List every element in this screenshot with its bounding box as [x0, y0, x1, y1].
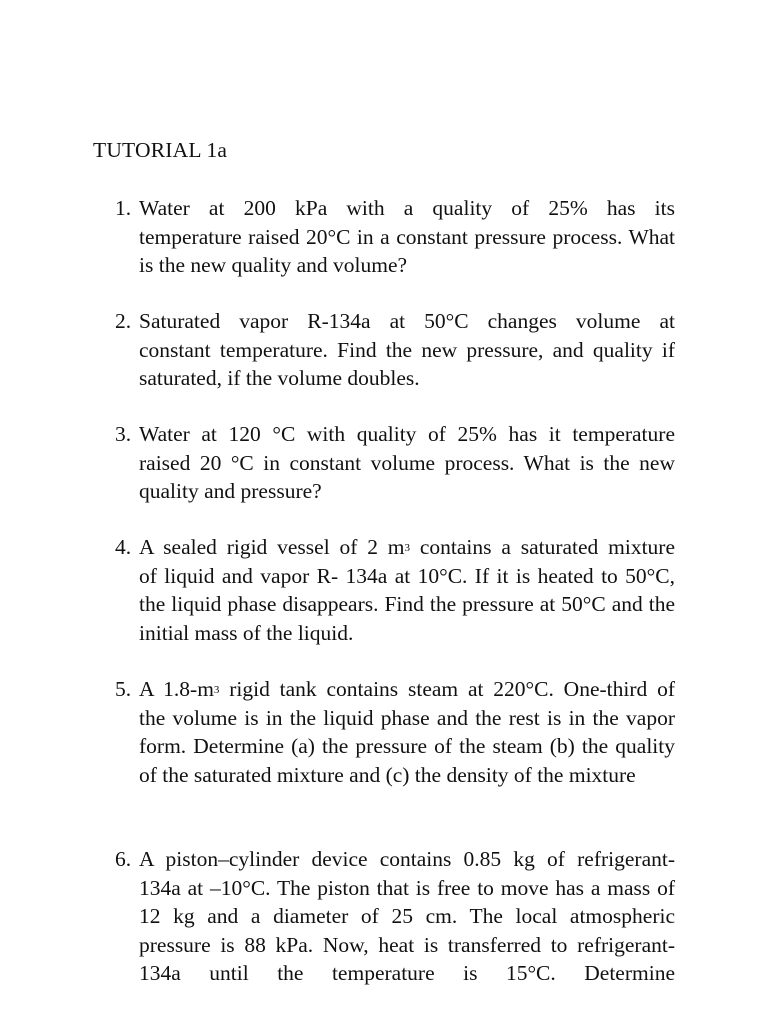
document-title: TUTORIAL 1a — [93, 138, 228, 162]
question-continuation: raised 20 °C in constant volume process. What is the new quality and pressure? — [139, 450, 675, 504]
question-continuation: temperature raised 20°C in a constant pressure process. What is the new quality and volume? — [139, 224, 675, 278]
question-first-line: Saturated vapor R-134a at 50°C changes volume at — [139, 309, 675, 333]
question-number: 3. — [115, 422, 132, 446]
question-text — [139, 420, 675, 506]
question-first-line — [139, 533, 675, 562]
question-first-line: Water at 200 kPa with a quality of 25% has its — [139, 196, 675, 220]
question-3 — [115, 420, 675, 506]
question-text — [139, 675, 675, 789]
question-number: 5. — [115, 677, 132, 701]
question-number: 4. — [115, 535, 132, 559]
question-2 — [115, 307, 675, 393]
question-first-line — [139, 675, 675, 704]
first-line-text: A 1.8-m — [139, 677, 214, 701]
question-continuation: of liquid and vapor R- 134a at 10°C. If it is heated to 50°C, the liquid phase disappears. Find the pressure at 50°C and the initial mass of the liquid. — [139, 563, 675, 645]
question-text — [139, 194, 675, 280]
question-number: 2. — [115, 309, 132, 333]
superscript: 3 — [404, 542, 411, 554]
question-text — [139, 533, 675, 647]
question-1 — [115, 194, 675, 280]
question-number: 6. — [115, 847, 132, 871]
first-line-text: A sealed rigid vessel of 2 m — [139, 535, 405, 559]
question-text — [139, 307, 675, 393]
question-4 — [115, 533, 675, 647]
question-first-line: A piston–cylinder device contains 0.85 kg of refrigerant- — [139, 847, 675, 871]
question-text — [139, 845, 675, 988]
question-6 — [115, 845, 675, 988]
question-5 — [115, 675, 675, 789]
question-continuation: the volume is in the liquid phase and the rest is in the vapor form. Determine (a) the pressure of the steam (b) the quality of the saturated mixture and (c) the density of the mixture — [139, 705, 675, 787]
question-number: 1. — [115, 196, 132, 220]
superscript: 3 — [213, 684, 220, 696]
first-line-text: contains a saturated mixture — [410, 535, 676, 559]
question-continuation: constant temperature. Find the new pressure, and quality if saturated, if the volume doubles. — [139, 337, 675, 391]
question-continuation: 134a at –10°C. The piston that is free to move has a mass of 12 kg and a diameter of 25 cm. The local atmospheric pressure is 88 kPa. Now, heat is transferred to refrigerant-134a until the temperature is 15°C. Determine — [139, 875, 675, 986]
question-first-line: Water at 120 °C with quality of 25% has it temperature — [139, 422, 675, 446]
first-line-text: rigid tank contains steam at 220°C. One-third of — [219, 677, 675, 701]
